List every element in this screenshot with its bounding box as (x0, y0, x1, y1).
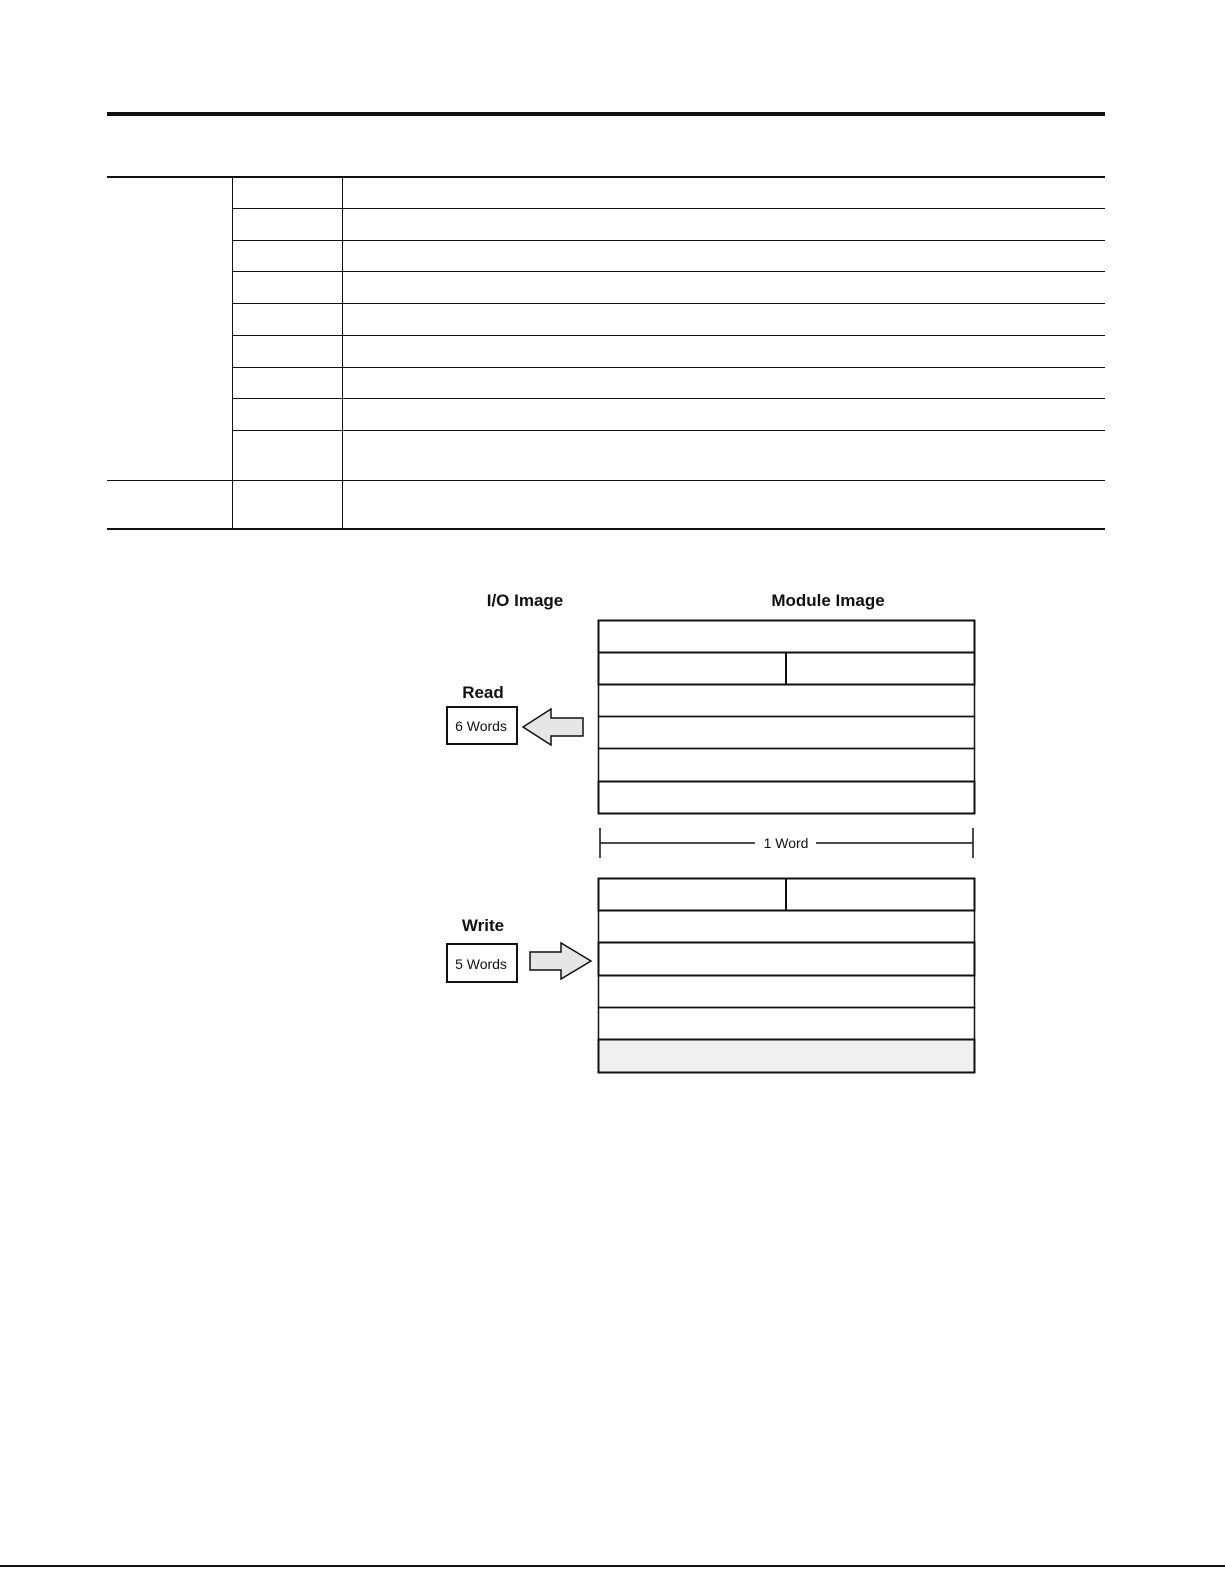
read-arrow-icon (523, 709, 583, 745)
read-module-image (599, 621, 975, 814)
write-words-count: 5 Words (455, 956, 507, 972)
module-image-heading: Module Image (771, 591, 885, 610)
write-word-3 (599, 976, 975, 1008)
read-word-0 (599, 621, 975, 653)
footer-rule (0, 1565, 1225, 1567)
read-word-3 (599, 717, 975, 749)
io-image-heading: I/O Image (486, 591, 564, 610)
word-width-label: 1 Word (763, 835, 809, 851)
write-label: Write (461, 916, 505, 935)
write-word-4 (599, 1008, 975, 1040)
read-label: Read (462, 683, 504, 702)
write-word-1 (599, 911, 975, 943)
write-module-image (599, 879, 975, 1073)
write-word-5-unused (599, 1040, 975, 1073)
write-word-2 (599, 943, 975, 976)
read-words-count: 6 Words (455, 718, 507, 734)
read-word-2 (599, 685, 975, 717)
read-word-5 (599, 782, 975, 814)
write-arrow-icon (530, 943, 591, 979)
read-word-4 (599, 749, 975, 782)
